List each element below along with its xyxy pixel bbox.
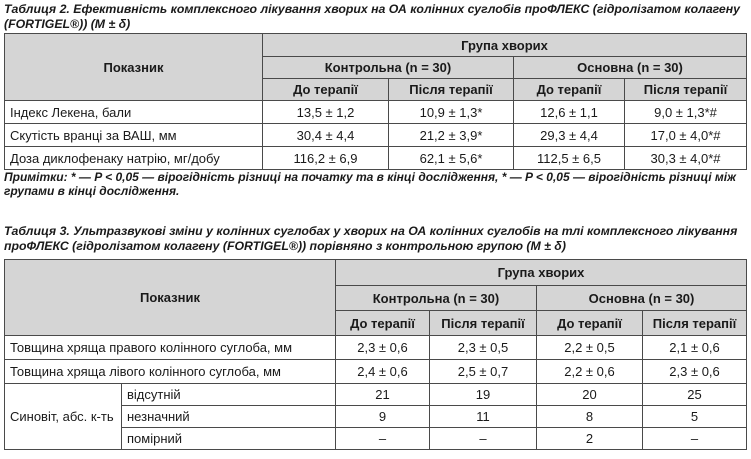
table3-header-main: Основна (n = 30) [537, 286, 747, 311]
table3-header-main-after: Після терапії [643, 311, 747, 336]
synovitis-label: Синовіт, абс. к-ть [5, 384, 122, 450]
table3-header-group: Група хворих [336, 260, 747, 286]
cell: 21,2 ± 3,9* [389, 124, 514, 147]
cell: 12,6 ± 1,1 [514, 101, 625, 124]
cell: 29,3 ± 4,4 [514, 124, 625, 147]
cell: 11 [430, 406, 537, 428]
cell: 2 [537, 428, 643, 450]
cell: 8 [537, 406, 643, 428]
cell: 30,4 ± 4,4 [263, 124, 389, 147]
table3-header-control: Контрольна (n = 30) [336, 286, 537, 311]
table2-header-main-after: Після терапії [625, 79, 747, 101]
table-row [5, 147, 747, 170]
cell: 25 [643, 384, 747, 406]
cell: 112,5 ± 6,5 [514, 147, 625, 170]
table3-header-control-after: Після терапії [430, 311, 537, 336]
table3-header-indicator: Показник [5, 260, 336, 336]
table-row [5, 124, 747, 147]
table-row [5, 360, 747, 384]
table3 [4, 259, 747, 450]
cell: – [430, 428, 537, 450]
row-label: Індекс Лекена, бали [5, 101, 263, 124]
row-label: Товщина хряща правого колінного суглоба, мм [5, 336, 336, 360]
cell: 19 [430, 384, 537, 406]
cell: 9 [336, 406, 430, 428]
cell: 2,4 ± 0,6 [336, 360, 430, 384]
cell: 2,3 ± 0,5 [430, 336, 537, 360]
synovitis-sub-label: відсутній [122, 384, 336, 406]
cell: – [336, 428, 430, 450]
table3-header-main-before: До терапії [537, 311, 643, 336]
synovitis-sub-label: помірний [122, 428, 336, 450]
cell: 2,2 ± 0,5 [537, 336, 643, 360]
table2-header-main-before: До терапії [514, 79, 625, 101]
cell: 21 [336, 384, 430, 406]
cell: 5 [643, 406, 747, 428]
row-label: Товщина хряща лівого колінного суглоба, мм [5, 360, 336, 384]
table2-header-control-before: До терапії [263, 79, 389, 101]
cell: 17,0 ± 4,0*# [625, 124, 747, 147]
table2-caption: Таблиця 2. Ефективність комплексного лікування хворих на ОА колінних суглобів проФЛЕКС (гідролізатом колагену (FORTIGEL®)) (M ± δ) [4, 2, 741, 31]
cell: 20 [537, 384, 643, 406]
cell: 2,2 ± 0,6 [537, 360, 643, 384]
synovitis-sub-label: незначний [122, 406, 336, 428]
table2-header-control: Контрольна (n = 30) [263, 57, 514, 79]
table2-header-indicator: Показник [5, 34, 263, 101]
cell: 13,5 ± 1,2 [263, 101, 389, 124]
row-label: Доза диклофенаку натрію, мг/добу [5, 147, 263, 170]
table3-header-control-before: До терапії [336, 311, 430, 336]
table2 [4, 33, 747, 170]
table3-caption: Таблиця 3. Ультразвукові зміни у колінних суглобах у хворих на ОА колінних суглобів на тлі комплексного лікування проФЛЕКС (гідролізатом колагену (FORTIGEL®)) порівняно з контрольною групою (M ± δ) [4, 224, 738, 253]
cell: 116,2 ± 6,9 [263, 147, 389, 170]
row-label: Скутість вранці за ВАШ, мм [5, 124, 263, 147]
table2-header-group: Група хворих [263, 34, 747, 57]
table-row [5, 384, 747, 406]
cell: 10,9 ± 1,3* [389, 101, 514, 124]
table2-note: Примітки: * — P < 0,05 — вірогідність різниці на початку та в кінці дослідження, * — P < 0,05 — вірогідність різниці між групами в кінці дослідження. [4, 170, 736, 198]
cell: – [643, 428, 747, 450]
table2-header-control-after: Після терапії [389, 79, 514, 101]
cell: 30,3 ± 4,0*# [625, 147, 747, 170]
table-row [5, 336, 747, 360]
cell: 2,1 ± 0,6 [643, 336, 747, 360]
cell: 2,3 ± 0,6 [336, 336, 430, 360]
cell: 2,3 ± 0,6 [643, 360, 747, 384]
cell: 9,0 ± 1,3*# [625, 101, 747, 124]
cell: 2,5 ± 0,7 [430, 360, 537, 384]
table2-header-main: Основна (n = 30) [514, 57, 747, 79]
cell: 62,1 ± 5,6* [389, 147, 514, 170]
table-row [5, 101, 747, 124]
